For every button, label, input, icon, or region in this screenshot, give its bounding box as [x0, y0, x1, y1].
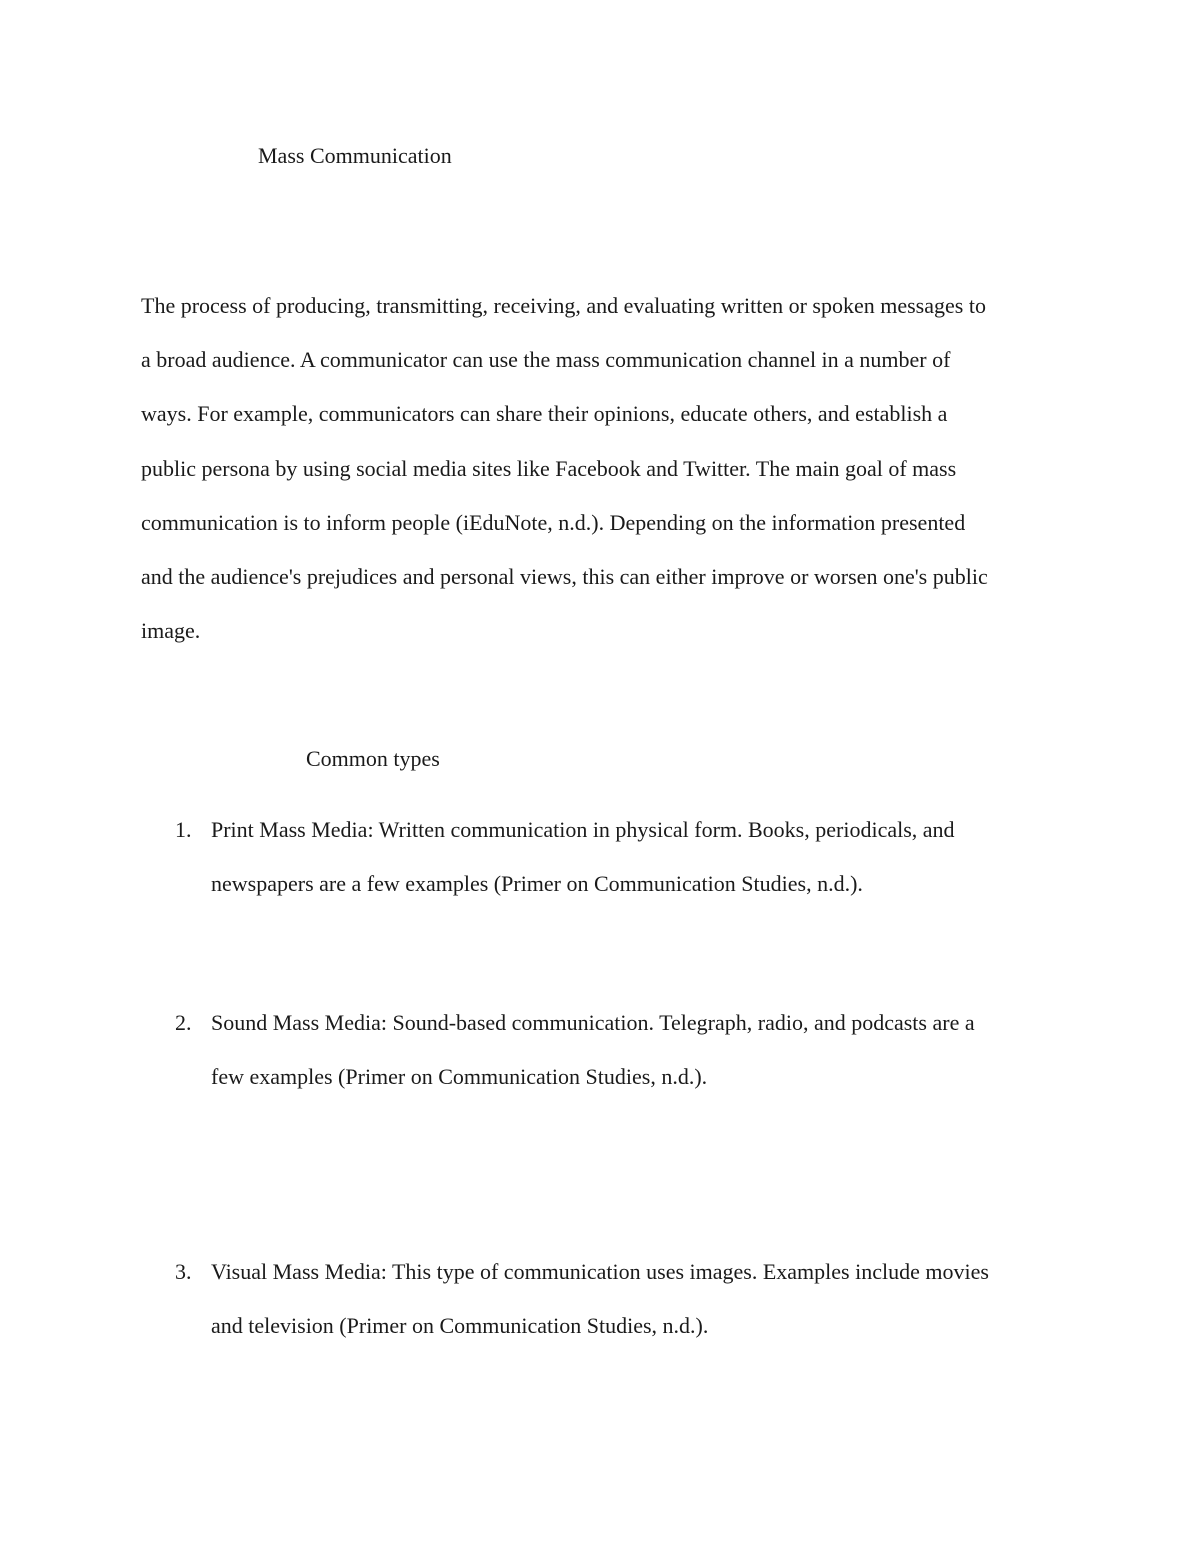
list-item-line: few examples (Primer on Communication Studies, n.d.). — [211, 1064, 708, 1090]
list-item-text — [211, 996, 1071, 1104]
paragraph-line: public persona by using social media sites like Facebook and Twitter. The main goal of mass — [141, 455, 957, 481]
list-item-line: Print Mass Media: Written communication in physical form. Books, periodicals, and — [211, 817, 955, 842]
list-item-line: Sound Mass Media: Sound-based communication. Telegraph, radio, and podcasts are a — [211, 1010, 975, 1035]
paragraph-line: and the audience's prejudices and personal views, this can either improve or worsen one's public — [141, 564, 988, 590]
paragraph-line: ways. For example, communicators can share their opinions, educate others, and establish a — [141, 401, 948, 427]
paragraph-line: image. — [141, 618, 201, 644]
paragraph-line: communication is to inform people (iEduNote, n.d.). Depending on the information presented — [141, 509, 966, 535]
list-number: 3. — [175, 1259, 192, 1284]
paragraph-line: a broad audience. A communicator can use the mass communication channel in a number of — [141, 347, 951, 373]
paragraph-line: The process of producing, transmitting, receiving, and evaluating written or spoken messages to — [141, 293, 986, 318]
list-item-line: Visual Mass Media: This type of communication uses images. Examples include movies — [211, 1259, 989, 1284]
document-title: Mass Communication — [258, 143, 452, 168]
section-heading-common-types: Common types — [306, 746, 440, 771]
list-item-text — [211, 803, 1071, 911]
list-item-text — [211, 1245, 1071, 1353]
list-number: 1. — [175, 817, 192, 842]
list-number: 2. — [175, 1010, 192, 1035]
list-item-line: newspapers are a few examples (Primer on Communication Studies, n.d.). — [211, 871, 863, 897]
intro-paragraph — [141, 279, 1061, 658]
list-item-line: and television (Primer on Communication Studies, n.d.). — [211, 1313, 709, 1339]
